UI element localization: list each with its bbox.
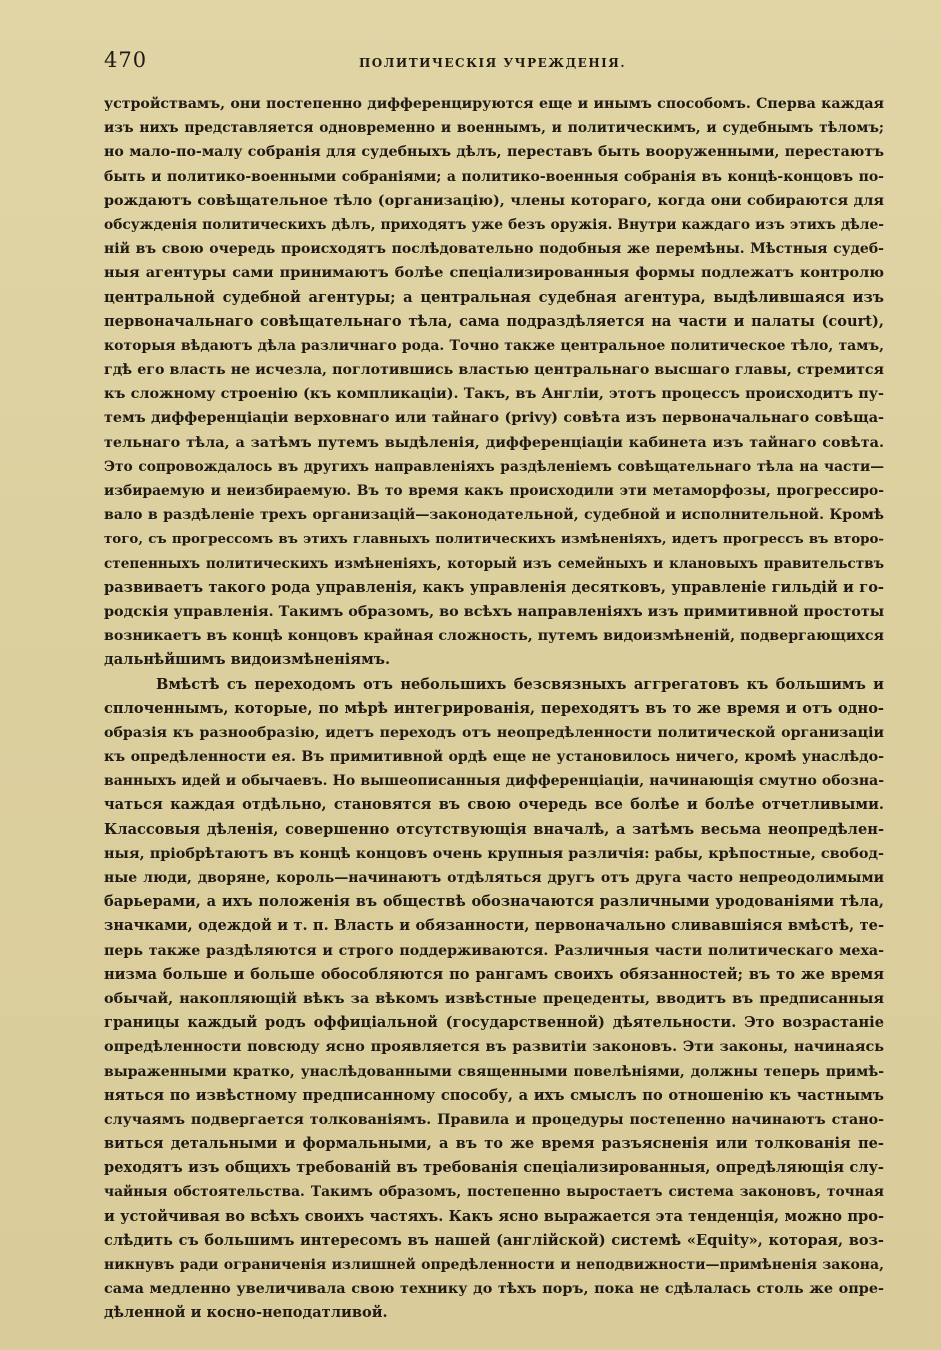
text-line: степенныхъ политическихъ измѣненіяхъ, который изъ семейныхъ и клановыхъ правительствъ (104, 555, 884, 572)
page-number: 470 (104, 48, 148, 72)
text-line: развиваетъ такого рода управленія, какъ управленія десятковъ, управленіе гильдій и го- (104, 578, 884, 596)
text-line: быть и политико-военными собраніями; а политико-военныя собранія въ концѣ-концовъ по- (104, 168, 884, 185)
text-line: сплоченнымъ, которые, по мѣрѣ интегрированія, переходятъ въ то же время и отъ одно- (104, 699, 884, 717)
paragraph (104, 92, 884, 673)
text-line: реходятъ изъ общихъ требованій въ требованія спеціализированныя, опредѣляющія слу- (104, 1159, 884, 1177)
running-head (104, 44, 881, 84)
text-line: перь также раздѣляются и строго поддерживаются. Различныя части политическаго меха- (104, 942, 884, 959)
paragraph (104, 673, 884, 1326)
text-line: дальнѣйшимъ видоизмѣненіямъ. (104, 651, 391, 669)
text-line: границы каждый родъ оффиціальной (государственной) дѣятельности. Это возрастаніе (104, 1014, 884, 1032)
text-line: обычай, накопляющій вѣкъ за вѣкомъ извѣстные прецеденты, вводитъ въ предписанныя (104, 989, 884, 1007)
running-title: ПОЛИТИЧЕСКІЯ УЧРЕЖДЕНІЯ. (358, 56, 627, 70)
text-line: къ сложному строенію (къ компликаціи). Такъ, въ Англіи, этотъ процессъ происходитъ пу- (104, 385, 884, 403)
text-line: устройствамъ, они постепенно дифференцируются еще и инымъ способомъ. Сперва каждая (104, 96, 884, 112)
text-line: дѣленной и косно-неподатливой. (104, 1304, 388, 1322)
text-line: вало в раздѣленіе трехъ организацій—законодательной, судебной и исполнительной. Кромѣ (104, 507, 884, 524)
text-line: центральной судебной агентуры; а центральная судебная агентура, выдѣлившаяся изъ (104, 288, 884, 306)
text-line: опредѣленности повсюду ясно проявляется въ развитіи законовъ. Эти законы, начинаясь (104, 1038, 884, 1056)
text-line: значками, одеждой и т. п. Власть и обязанности, первоначально сливавшіяся вмѣстѣ, те- (104, 917, 884, 935)
text-line: чаться каждая отдѣльно, становятся въ свою очередь все болѣе и болѣе отчетливыми. (104, 796, 884, 814)
text-line: случаямъ подвергается толкованіямъ. Правила и процедуры постепенно начинаютъ стано- (104, 1111, 884, 1128)
text-line: гдѣ его власть не исчезла, поглотившись властью центральнаго высшаго главы, стремится (104, 362, 884, 379)
text-line: никнувъ ради ограниченія излишней опредѣленности и неподвижности—примѣненія закона, (104, 1257, 884, 1273)
text-line: низма больше и больше обособляются по рангамъ своихъ обязанностей; въ то же время (104, 965, 884, 983)
text-line: ныя, пріобрѣтаютъ въ концѣ концовъ очень крупныя различія: рабы, крѣпостные, свобод- (104, 844, 884, 862)
text-line: избираемую и неизбираемую. Въ то время какъ происходили эти метаморфозы, прогрессиро- (104, 483, 884, 499)
text-line: того, съ прогрессомъ въ этихъ главныхъ политическихъ измѣненіяхъ, идетъ прогрессъ въ второ- (104, 531, 884, 548)
text-line: и устойчивая во всѣхъ своихъ частяхъ. Какъ ясно выражается эта тенденція, можно про- (104, 1207, 884, 1225)
text-line: чайныя обстоятельства. Такимъ образомъ, постепенно выростаетъ система законовъ, точная (104, 1184, 884, 1201)
text-line: которыя вѣдаютъ дѣла различнаго рода. Точно также центральное политическое тѣло, тамъ, (104, 337, 884, 354)
text-line: Классовыя дѣленія, совершенно отсутствующія вначалѣ, а затѣмъ весьма неопредѣлен- (104, 820, 884, 838)
text-line: слѣдить съ большимъ интересомъ въ нашей (англійской) системѣ «Equity», которая, воз- (104, 1231, 884, 1249)
text-line: ванныхъ идей и обычаевъ. Но вышеописанныя дифференціаціи, начинающія смутно обозна- (104, 773, 884, 790)
text-line: Это сопровождалось въ другихъ направленіяхъ раздѣленіемъ совѣщательнаго тѣла на части— (104, 458, 884, 475)
text-line: первоначальнаго совѣщательнаго тѣла, сама подраздѣляется на части и палаты (court), (104, 312, 884, 330)
text-line: тельнаго тѣла, а затѣмъ путемъ выдѣленія, дифференціаціи кабинета изъ тайнаго совѣта. (104, 433, 884, 451)
text-line: обсужденія политическихъ дѣлъ, приходятъ уже безъ оружія. Внутри каждаго изъ этихъ дѣле- (104, 216, 884, 233)
text-line: изъ нихъ представляется одновременно и военнымъ, и политическимъ, и судебнымъ тѣломъ; (104, 120, 884, 137)
text-line: темъ дифференціаціи верховнаго или тайнаго (privy) совѣта изъ первоначальнаго совѣща- (104, 409, 884, 427)
body-text (104, 92, 884, 1326)
text-line: ныя агентуры сами принимаютъ болѣе спеціализированныя формы подлежатъ контролю (104, 264, 884, 282)
text-line: барьерами, а ихъ положенія въ обществѣ обозначаются различными уродованіями тѣла, (104, 893, 884, 911)
text-line: няться по извѣстному предписанному способу, а ихъ смыслъ по отношенію къ частнымъ (104, 1086, 884, 1104)
text-line: родскія управленія. Такимъ образомъ, во всѣхъ направленіяхъ изъ примитивной простоты (104, 602, 884, 620)
text-line: но мало-по-малу собранія для судебныхъ дѣлъ, переставъ быть вооруженными, перестаютъ (104, 144, 884, 161)
text-line: Вмѣстѣ съ переходомъ отъ небольшихъ безсвязныхъ аггрегатовъ къ большимъ и (156, 675, 884, 693)
text-line: сама медленно увеличивала свою технику до тѣхъ поръ, пока не сдѣлалась столь же опре- (104, 1280, 884, 1298)
text-line: ные люди, дворяне, король—начинаютъ отдѣляться другъ отъ друга часто непреодолимыми (104, 870, 884, 886)
text-line: виться детальными и формальными, а въ то же время разъясненія или толкованія пе- (104, 1135, 884, 1153)
text-line: рождаютъ совѣщательное тѣло (организацію), члены котораго, когда они собираются для (104, 191, 884, 209)
text-line: возникаетъ въ концѣ концовъ крайная сложность, путемъ видоизмѣненій, подвергающихся (104, 628, 884, 645)
text-line: къ опредѣленности ея. Въ примитивной ордѣ еще не установилось ничего, кромѣ унаслѣдо- (104, 749, 884, 766)
text-line: ній въ свою очередь происходятъ послѣдовательно подобныя же перемѣны. Мѣстныя судеб- (104, 241, 884, 258)
text-line: образія къ разнообразію, идетъ переходъ отъ неопредѣленности политической организаціи (104, 724, 884, 741)
text-line: выраженными кратко, унаслѣдованными священными повелѣніями, должны теперь примѣ- (104, 1063, 884, 1080)
